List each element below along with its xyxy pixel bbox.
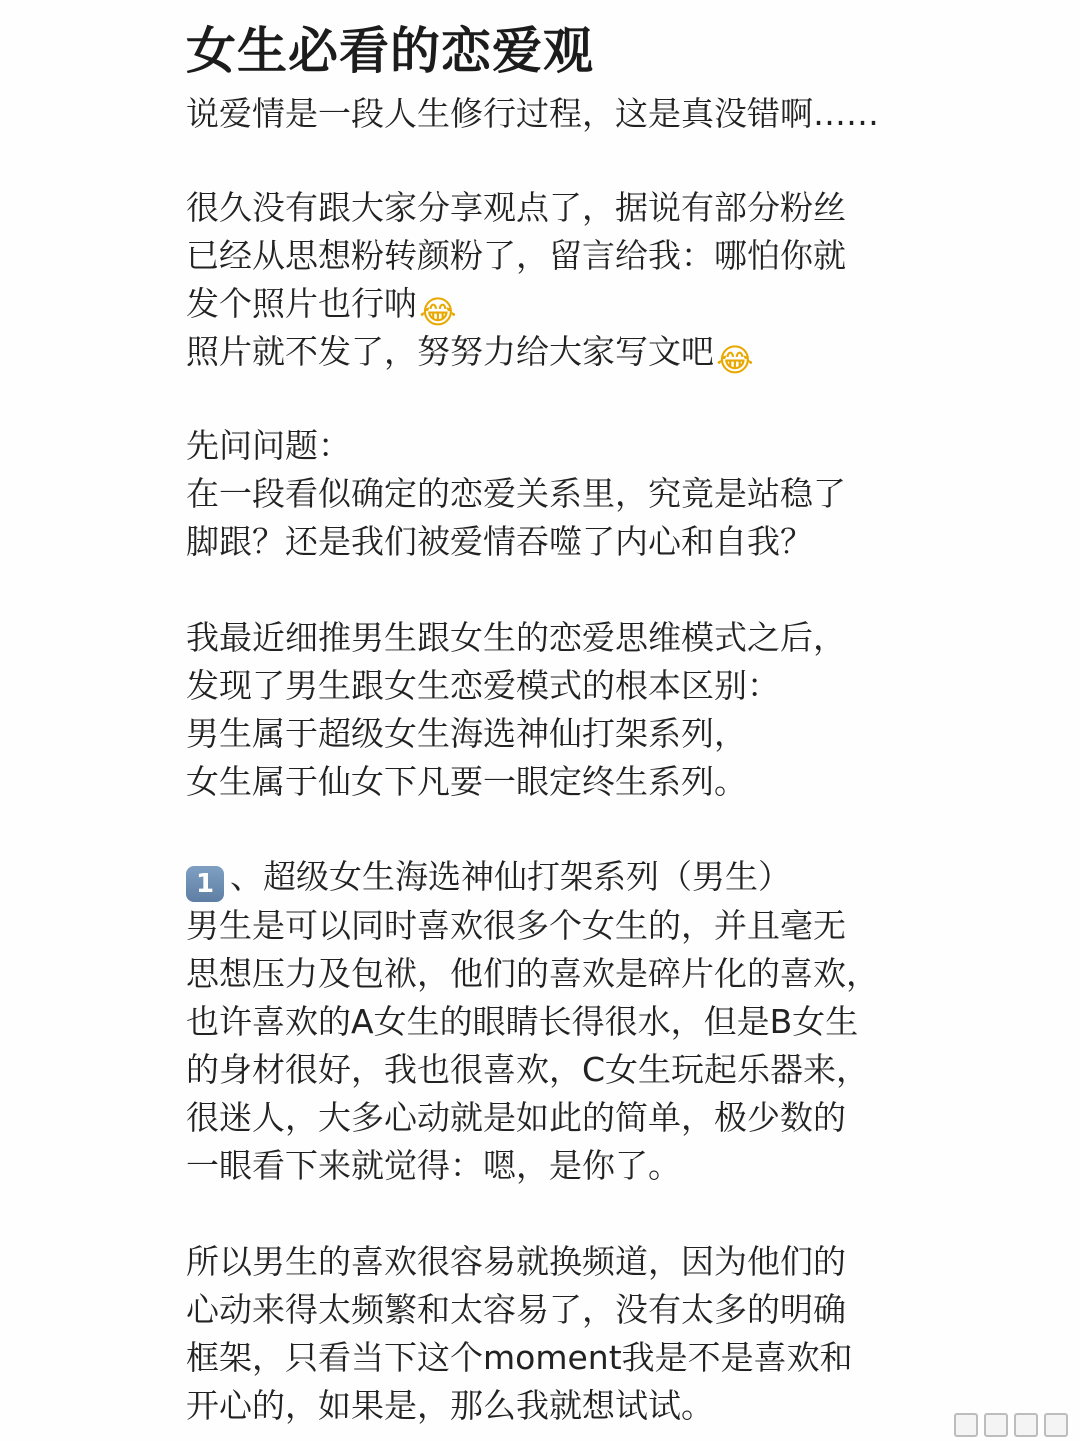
text-line: 的身材很好，我也很喜欢，C女生玩起乐器来，: [186, 1050, 870, 1089]
text-line-with-emoji: [186, 330, 754, 379]
text-span: 发个照片也行呐: [186, 284, 417, 323]
text-line: 已经从思想粉转颜粉了，留言给我：哪怕你就: [186, 236, 846, 275]
section-heading-text: 、超级女生海选神仙打架系列（男生）: [230, 857, 791, 896]
text-line: 一眼看下来就觉得：嗯，是你了。: [186, 1146, 681, 1185]
text-line: 在一段看似确定的恋爱关系里，究竟是站稳了: [186, 474, 846, 513]
keycap-one-icon: 1: [186, 866, 224, 902]
text-line: 心动来得太频繁和太容易了，没有太多的明确: [186, 1290, 846, 1329]
watermark-glyph: [954, 1413, 978, 1437]
text-line: 我最近细推男生跟女生的恋爱思维模式之后，: [186, 618, 846, 657]
face-with-tears-of-joy-icon: 😂: [419, 293, 457, 331]
text-line: 脚跟？还是我们被爱情吞噬了内心和自我？: [186, 522, 813, 561]
section-heading: [186, 855, 791, 902]
text-line: 说爱情是一段人生修行过程，这是真没错啊……: [186, 94, 879, 133]
text-line-with-emoji: [186, 282, 457, 331]
face-with-tears-of-joy-icon: 😂: [716, 341, 754, 379]
text-line: 先问问题：: [186, 426, 351, 465]
text-line: 男生是可以同时喜欢很多个女生的，并且毫无: [186, 906, 846, 945]
text-line: 所以男生的喜欢很容易就换频道，因为他们的: [186, 1242, 846, 1281]
text-line: 思想压力及包袱，他们的喜欢是碎片化的喜欢，: [186, 954, 879, 993]
text-line: 女生属于仙女下凡要一眼定终生系列。: [186, 762, 747, 801]
text-line: 很迷人，大多心动就是如此的简单，极少数的: [186, 1098, 846, 1137]
text-line: 也许喜欢的A女生的眼睛长得很水，但是B女生: [186, 1002, 859, 1041]
text-line: 男生属于超级女生海选神仙打架系列，: [186, 714, 747, 753]
text-line: 很久没有跟大家分享观点了，据说有部分粉丝: [186, 188, 846, 227]
text-span: 照片就不发了，努努力给大家写文吧: [186, 332, 714, 371]
watermark-glyph: [984, 1413, 1008, 1437]
watermark-glyph: [1044, 1413, 1068, 1437]
watermark: [954, 1413, 1068, 1437]
text-line: 开心的，如果是，那么我就想试试。: [186, 1386, 714, 1425]
post-title: 女生必看的恋爱观: [186, 22, 594, 80]
text-line: 发现了男生跟女生恋爱模式的根本区别：: [186, 666, 780, 705]
text-line: 框架，只看当下这个moment我是不是喜欢和: [186, 1338, 853, 1377]
watermark-glyph: [1014, 1413, 1038, 1437]
